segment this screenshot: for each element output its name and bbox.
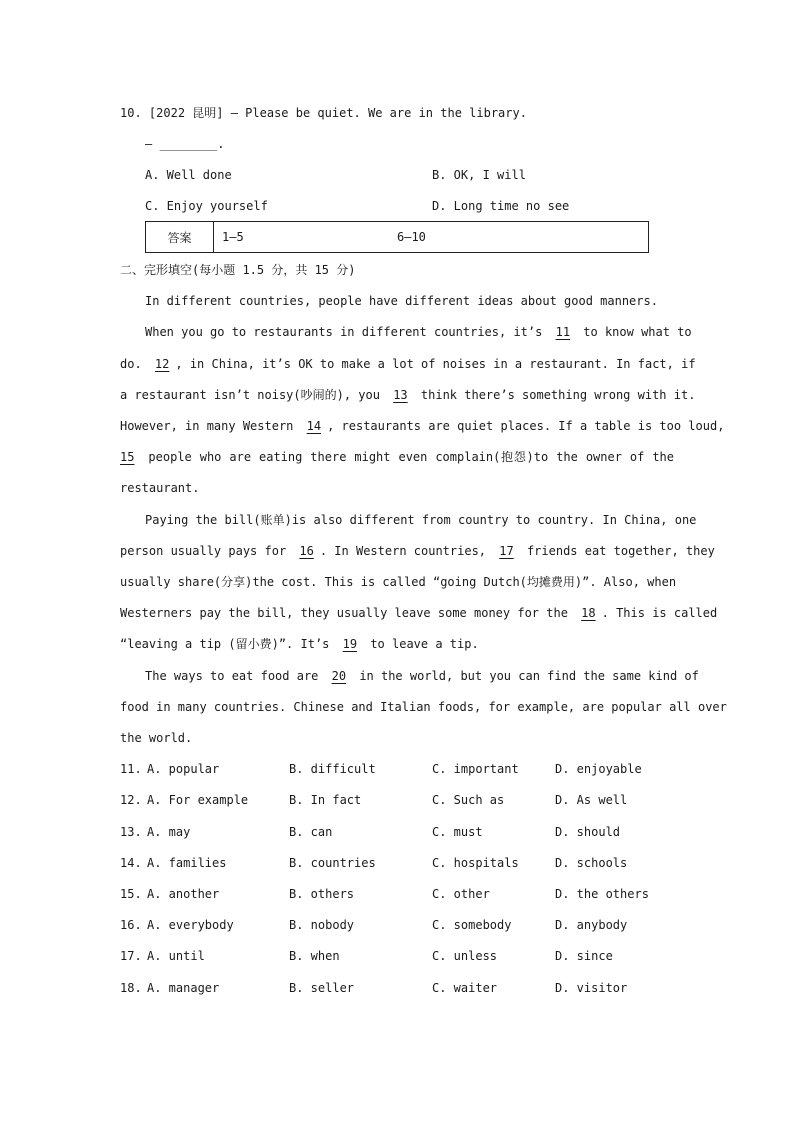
option-b: B. In fact	[289, 793, 362, 807]
option-c: C. hospitals	[432, 856, 519, 870]
q10-option-a: A. Well done	[145, 168, 232, 182]
blank-11: 11	[555, 325, 571, 339]
option-d: D. should	[555, 825, 621, 839]
passage-paragraph-1: In different countries, people have different ideas about good manners.	[145, 294, 658, 308]
blank-15: 15	[120, 450, 135, 464]
option-d: D. enjoyable	[555, 762, 642, 776]
option-c: C. waiter	[432, 981, 498, 995]
blank-12: 12	[154, 357, 170, 371]
answer-range-1: 1—5	[222, 230, 244, 244]
question-reply: — ________.	[145, 137, 225, 151]
passage-line: 15 people who are eating there might even complain(抱怨)to the owner of the	[120, 450, 674, 464]
question-10	[120, 105, 527, 121]
option-c: C. unless	[432, 949, 498, 963]
question-number: 11.	[120, 762, 142, 776]
q10-option-d: D. Long time no see	[432, 199, 570, 213]
option-b: B. others	[289, 887, 355, 901]
question-number: 13.	[120, 825, 142, 839]
option-a: A. popular	[147, 762, 220, 776]
passage-line: usually share(分享)the cost. This is called “going Dutch(均摊费用)”. Also, when	[120, 575, 677, 589]
answer-box	[145, 221, 649, 253]
question-number: 18.	[120, 981, 142, 995]
question-number: 12.	[120, 793, 142, 807]
passage-line: Westerners pay the bill, they usually leave some money for the 18 . This is called	[120, 606, 718, 620]
passage-line: However, in many Western 14 , restaurants are quiet places. If a table is too loud,	[120, 419, 725, 433]
passage-line: “leaving a tip (留小费)”. It’s 19 to leave a tip.	[120, 637, 479, 651]
passage-line: The ways to eat food are 20 in the world, but you can find the same kind of	[145, 669, 699, 683]
blank-20: 20	[331, 669, 347, 683]
option-c: C. must	[432, 825, 483, 839]
passage-line: food in many countries. Chinese and Italian foods, for example, are popular all over	[120, 700, 727, 714]
option-b: B. countries	[289, 856, 376, 870]
passage-line: a restaurant isn’t noisy(吵闹的), you 13 think there’s something wrong with it.	[120, 388, 696, 402]
blank-19: 19	[342, 637, 358, 651]
option-a: A. another	[147, 887, 220, 901]
option-b: B. nobody	[289, 918, 355, 932]
option-c: C. other	[432, 887, 490, 901]
option-a: A. manager	[147, 981, 220, 995]
question-number: 17.	[120, 949, 142, 963]
section-title: 二、完形填空(每小题 1.5 分，共 15 分)	[120, 263, 356, 277]
question-number: 14.	[120, 856, 142, 870]
passage-line: do. 12 , in China, it’s OK to make a lot of noises in a restaurant. In fact, if	[120, 357, 696, 371]
option-a: A. everybody	[147, 918, 234, 932]
option-a: A. until	[147, 949, 205, 963]
blank-13: 13	[393, 388, 408, 402]
option-b: B. difficult	[289, 762, 376, 776]
passage-line: Paying the bill(账单)is also different from country to country. In China, one	[145, 513, 697, 527]
option-b: B. can	[289, 825, 333, 839]
blank-16: 16	[299, 544, 314, 558]
question-prompt: — Please be quiet. We are in the library.	[230, 106, 527, 120]
answer-range-2: 6—10	[397, 230, 426, 244]
question-source: [2022 昆明]	[148, 106, 224, 120]
option-c: C. Such as	[432, 793, 505, 807]
option-a: A. families	[147, 856, 227, 870]
option-b: B. seller	[289, 981, 355, 995]
option-d: D. schools	[555, 856, 628, 870]
option-d: D. visitor	[555, 981, 628, 995]
option-b: B. when	[289, 949, 340, 963]
question-number: 16.	[120, 918, 142, 932]
option-c: C. somebody	[432, 918, 512, 932]
passage-line: When you go to restaurants in different countries, it’s 11 to know what to	[145, 325, 692, 339]
passage-line: restaurant.	[120, 481, 200, 495]
answer-cell[interactable]	[214, 222, 649, 253]
option-c: C. important	[432, 762, 519, 776]
option-d: D. since	[555, 949, 613, 963]
option-d: D. As well	[555, 793, 628, 807]
blank-18: 18	[581, 606, 596, 620]
question-number: 15.	[120, 887, 142, 901]
option-d: D. anybody	[555, 918, 628, 932]
blank-17: 17	[499, 544, 514, 558]
passage-line: person usually pays for 16 . In Western countries, 17 friends eat together, they	[120, 544, 715, 558]
option-d: D. the others	[555, 887, 649, 901]
option-a: A. For example	[147, 793, 249, 807]
answer-label: 答案	[146, 222, 214, 253]
blank-14: 14	[306, 419, 322, 433]
passage-line: the world.	[120, 731, 193, 745]
q10-option-c: C. Enjoy yourself	[145, 199, 268, 213]
option-a: A. may	[147, 825, 191, 839]
q10-option-b: B. OK, I will	[432, 168, 526, 182]
question-number: 10.	[120, 106, 142, 120]
